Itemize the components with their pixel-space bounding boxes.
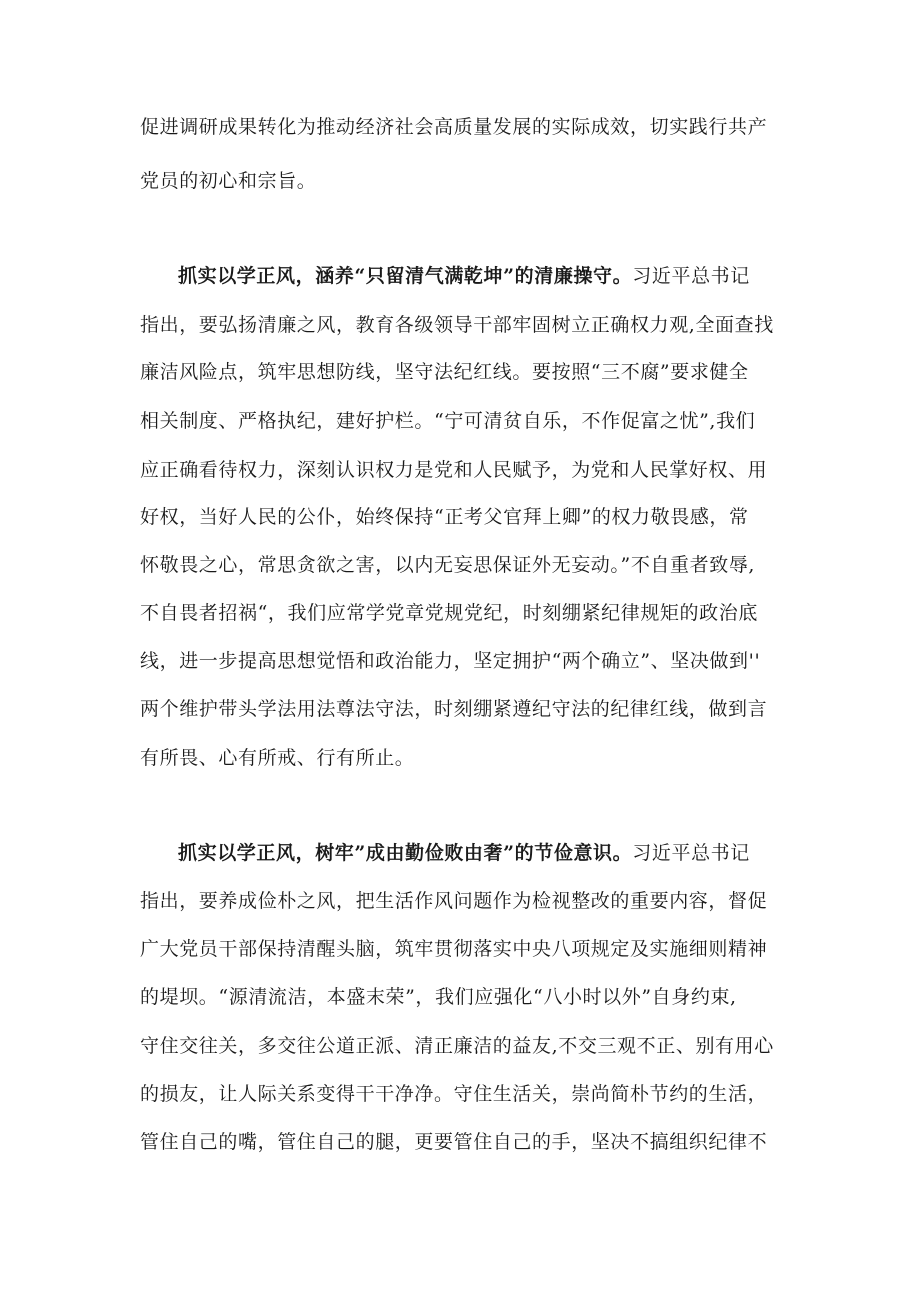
paragraph-2-line-5: 好权，当好人民的公仆，始终保持“正考父官拜上卿”的权力敬畏感，常 xyxy=(140,506,749,528)
paragraph-1-line-2: 党员的初心和宗旨。 xyxy=(140,170,317,192)
paragraph-2-line-3: 相关制度、严格执纪，建好护栏。“宁可清贫自乐，不作促富之忧”,我们 xyxy=(140,410,756,432)
paragraph-2-line-4: 应正确看待权力，深刻认识权力是党和人民赋予，为党和人民掌好权、用 xyxy=(140,459,768,481)
paragraph-2-line-7: 不自畏者招祸“，我们应常学党章党规党纪，时刻绷紧纪律规矩的政治底 xyxy=(140,602,758,624)
paragraph-2-line-6: 怀敬畏之心，常思贪欲之害，以内无妄思保证外无妄动。”不自重者致辱, xyxy=(140,554,756,576)
paragraph-1-line-1: 促进调研成果转化为推动经济社会高质量发展的实际成效，切实践行共产 xyxy=(140,116,768,138)
paragraph-2-heading: 抓实以学正风，涵养“只留清气满乾坤”的清廉操守。 xyxy=(178,265,633,287)
paragraph-3-line-4: 守住交往关，多交往公道正派、清正廉洁的益友,不交三观不正、别有用心 xyxy=(140,1035,774,1057)
paragraph-2-line-9: 两个维护带头学法用法尊法守法，时刻绷紧遵纪守法的纪律红线，做到言 xyxy=(140,698,768,720)
paragraph-2-first-line xyxy=(178,261,790,291)
paragraph-3-line-1: 指出，要养成俭朴之风，把生活作风问题作为检视整改的重要内容，督促 xyxy=(140,890,768,912)
paragraph-2-line-2: 廉洁风险点，筑牢思想防线，坚守法纪红线。要按照“三不腐”要求健全 xyxy=(140,361,749,383)
paragraph-3-line-3: 的堤坝。“源清流洁，本盛末荣”，我们应强化“八小时以外”自身约束, xyxy=(140,986,737,1008)
paragraph-3-first-line-rest: 习近平总书记 xyxy=(632,842,750,864)
paragraph-3-line-2: 广大党员干部保持清醒头脑，筑牢贯彻落实中央八项规定及实施细则精神 xyxy=(140,938,768,960)
paragraph-2-line-10: 有所畏、心有所戒、行有所止。 xyxy=(140,747,415,769)
paragraph-3-heading: 抓实以学正风，树牢”成由勤俭败由奢”的节俭意识。 xyxy=(178,842,633,864)
paragraph-3-first-line xyxy=(178,838,790,868)
paragraph-3-line-6: 管住自己的嘴，管住自己的腿，更要管住自己的手，坚决不搞组织纪律不 xyxy=(140,1131,768,1153)
paragraph-2-line-8: 线，进一步提高思想觉悟和政治能力，坚定拥护“两个确立”、坚决做到'' xyxy=(140,650,761,672)
paragraph-2-first-line-rest: 习近平总书记 xyxy=(632,265,750,287)
paragraph-3-line-5: 的损友，让人际关系变得干干净净。守住生活关，崇尚简朴节约的生活， xyxy=(140,1083,768,1105)
paragraph-2-line-1: 指出，要弘扬清廉之风，教育各级领导干部牢固树立正确权力观,全面查找 xyxy=(140,314,774,336)
